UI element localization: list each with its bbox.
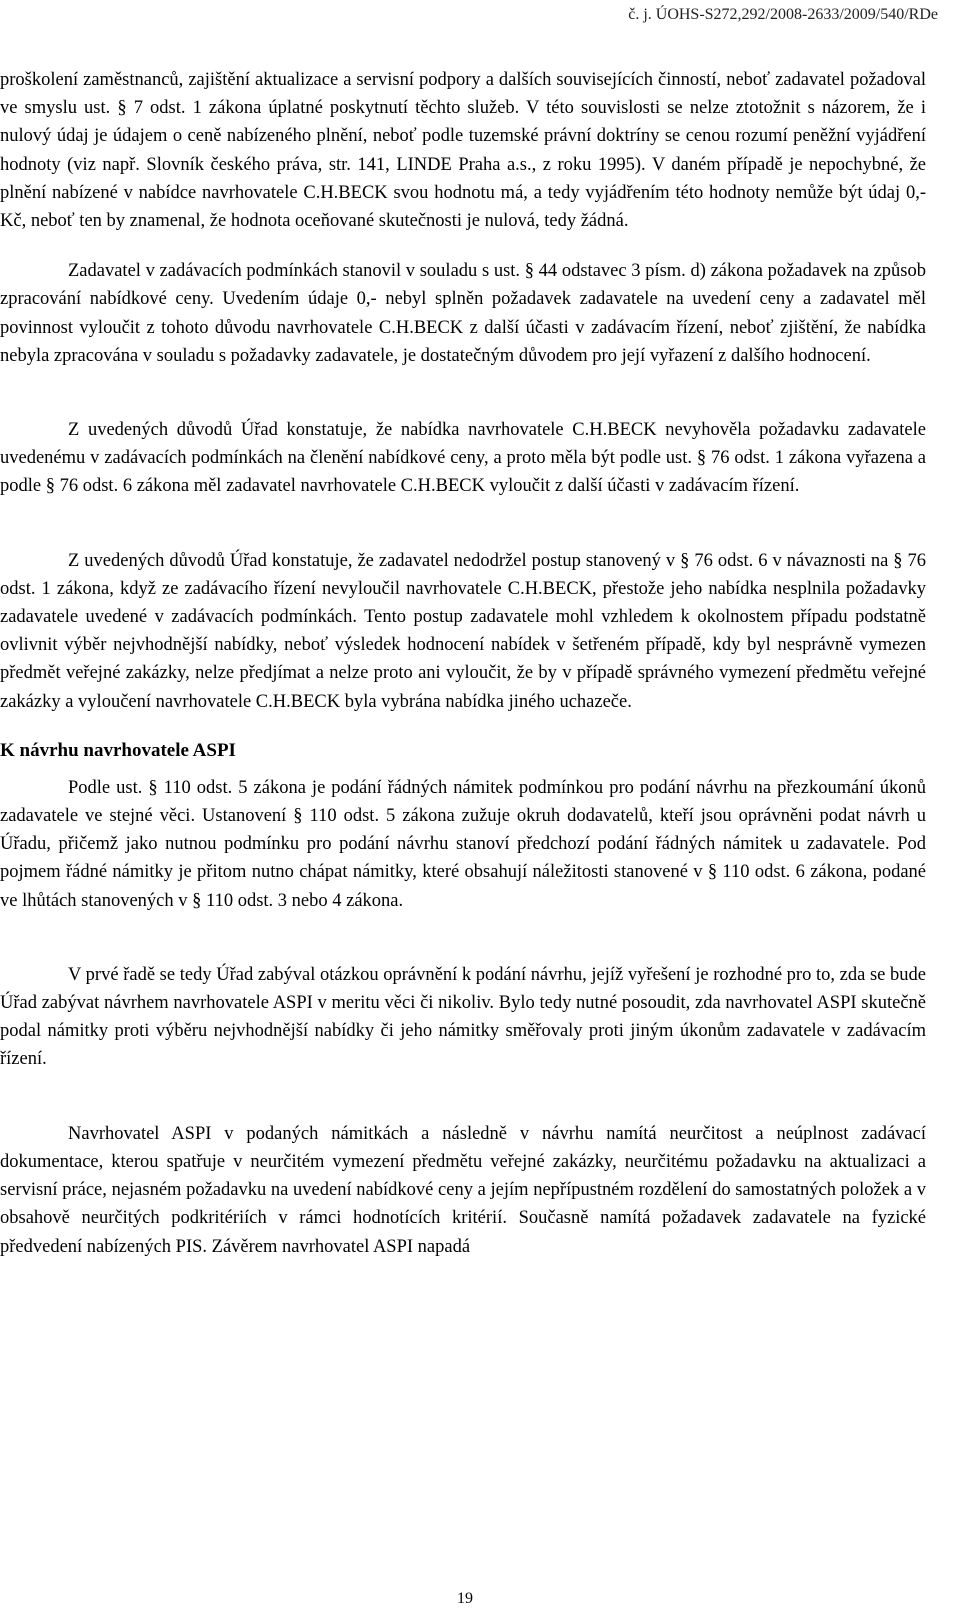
paragraph-price-requirement: Zadavatel v zadávacích podmínkách stanovil v souladu s ust. § 44 odstavec 3 písm. d) zákona požadavek na způsob zpracování nabídkové ceny. Uvedením údaje 0,- nebyl splněn požadavek zadavatele na uvedení ceny a zadavatel měl povinnost vyloučit z tohoto důvodu navrhovatele C.H.BECK z další účasti v zadávacím řízení, neboť zjištění, že nabídka nebyla zpracována v souladu s požadavky zadavatele, je dostatečným důvodem pro její vyřazení z dalšího hodnocení. [0,261,926,366]
paragraph-aspi-objections: Navrhovatel ASPI v podaných námitkách a následně v návrhu namítá neurčitost a neúplnost zadávací dokumentace, kterou spatřuje v neurčitém vymezení předmětu veřejné zakázky, neurčitému požadavku na aktualizaci a servisní práce, nejasném požadavku na uvedení nabídkové ceny a jejím nepřípustném rozdělení do samostatných položek a v obsahově neurčitých podkritériích v rámci hodnotících kritérií. Současně namítá požadavek zadavatele na fyzické předvedení nabízených PIS. Závěrem navrhovatel ASPI napadá [0,1123,926,1257]
document-reference: č. j. ÚOHS-S272,292/2008-2633/2009/540/RDe [628,6,938,23]
page-number: 19 [457,1590,473,1607]
paragraph-conclusion-procedure: Z uvedených důvodů Úřad konstatuje, že zadavatel nedodržel postup stanovený v § 76 odst. 6 v návaznosti na § 76 odst. 1 zákona, když ze zadávacího řízení nevyloučil navrhovatele C.H.BECK, přestože jeho nabídka nesplnila požadavky zadavatele uvedené v zadávacích podmínkách. Tento postup zadavatele mohl vzhledem k okolnostem případu podstatně ovlivnit výběr nejvhodnější nabídky, neboť výsledek hodnocení nabídek v šetřeném případě, kdy byl nesprávně vymezen předmět veřejné zakázky, nelze předjímat a nelze proto ani vyloučit, že by v případě správného vymezení předmětu veřejné zakázky a vyloučení navrhovatele C.H.BECK byla vybrána nabídka jiného uchazeče. [0,550,926,712]
paragraph-authority-question: V prvé řadě se tedy Úřad zabýval otázkou oprávnění k podání návrhu, jejíž vyřešení je rozhodné pro to, zda se bude Úřad zabývat návrhem navrhovatele ASPI v meritu věci či nikoliv. Bylo tedy nutné posoudit, zda navrhovatel ASPI skutečně podal námitky proti výběru nejvhodnější nabídky či jeho námitky směřovaly proti jiným úkonům zadavatele v zadávacím řízení. [0,964,926,1070]
paragraph-conclusion-offer: Z uvedených důvodů Úřad konstatuje, že nabídka navrhovatele C.H.BECK nevyhověla požadavku zadavatele uvedenému v zadávacích podmínkách na členění nabídkové ceny, a proto měla být podle ust. § 76 odst. 1 zákona vyřazena a podle § 76 odst. 6 zákona měl zadavatel navrhovatele C.H.BECK vyloučit z další účasti v zadávacím řízení. [0,420,926,497]
paragraph-objections-condition: Podle ust. § 110 odst. 5 zákona je podání řádných námitek podmínkou pro podání návrhu na přezkoumání úkonů zadavatele ve stejné věci. Ustanovení § 110 odst. 5 zákona zužuje okruh dodavatelů, kteří jsou oprávněni podat návrh u Úřadu, přičemž jako nutnou podmínku pro podání návrhu stanoví předchozí podání řádných námitek u zadavatele. Pod pojmem řádné námitky je přitom nutno chápat námitky, které obsahují náležitosti stanovené v § 110 odst. 6 zákona, podané ve lhůtách stanovených v § 110 odst. 3 nebo 4 zákona. [0,777,926,911]
paragraph-continuation: proškolení zaměstnanců, zajištění aktualizace a servisní podpory a dalších souvisejících činností, neboť zadavatel požadoval ve smyslu ust. § 7 odst. 1 zákona úplatné poskytnutí těchto služeb. V této souvislosti se nelze ztotožnit s názorem, že i nulový údaj je údajem o ceně nabízeného plnění, neboť podle tuzemské právní doktríny se cenou rozumí peněžní vyjádření hodnoty (viz např. Slovník českého práva, str. 141, LINDE Praha a.s., z roku 1995). V daném případě je nepochybné, že plnění nabízené v nabídce navrhovatele C.H.BECK svou hodnotu má, a tedy vyjádřením této hodnoty nemůže být údaj 0,- Kč, neboť ten by znamenal, že hodnota oceňované skutečnosti je nulová, tedy žádná. [0,70,926,232]
document-body [0,66,926,1261]
section-heading: K návrhu navrhovatele ASPI [0,739,236,761]
